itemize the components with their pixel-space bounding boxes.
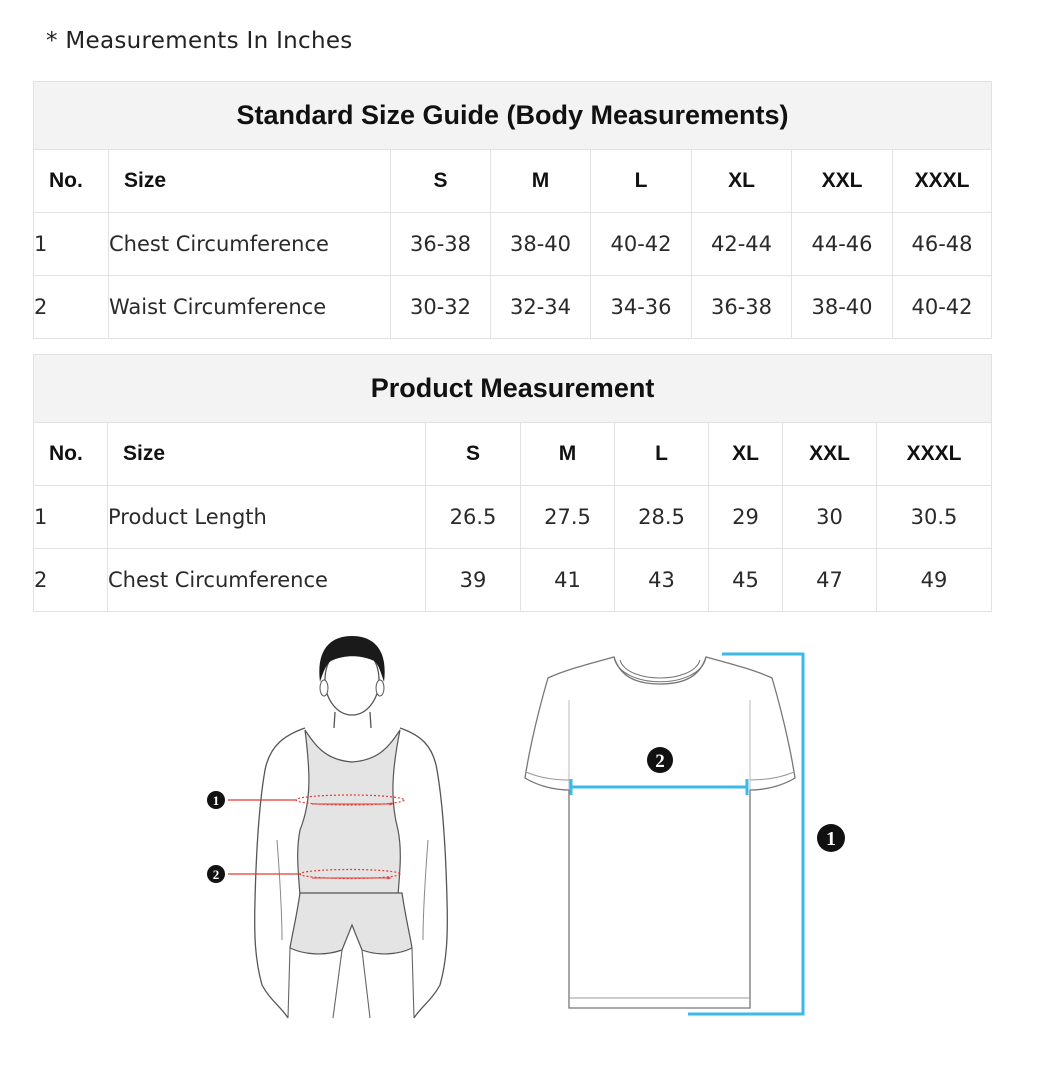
cell-l: 28.5 [615, 486, 709, 549]
header-l: L [615, 423, 709, 486]
cell-xxl: 38-40 [792, 276, 893, 339]
table-row [34, 213, 992, 276]
cell-xxxl: 40-42 [893, 276, 992, 339]
svg-text:1: 1 [826, 828, 836, 850]
product-measurement-table [33, 354, 992, 612]
header-xxl: XXL [792, 150, 893, 213]
cell-xxxl: 49 [877, 549, 992, 612]
cell-xl: 36-38 [692, 276, 792, 339]
row-label: Chest Circumference [109, 213, 391, 276]
chest-marker-icon [207, 791, 225, 809]
cell-xl: 29 [709, 486, 783, 549]
cell-l: 43 [615, 549, 709, 612]
svg-text:2: 2 [212, 867, 220, 882]
tshirt-illustration [525, 654, 845, 1014]
cell-xxl: 44-46 [792, 213, 893, 276]
row-label: Waist Circumference [109, 276, 391, 339]
product-guide-title: Product Measurement [34, 355, 992, 423]
body-figure-illustration [207, 636, 447, 1018]
row-number: 2 [34, 276, 109, 339]
header-xxxl: XXXL [877, 423, 992, 486]
measurement-illustrations [0, 625, 1047, 1045]
body-guide-title: Standard Size Guide (Body Measurements) [34, 82, 992, 150]
cell-l: 34-36 [591, 276, 692, 339]
cell-xl: 45 [709, 549, 783, 612]
cell-s: 39 [426, 549, 521, 612]
cell-m: 38-40 [491, 213, 591, 276]
cell-l: 40-42 [591, 213, 692, 276]
table-header-row [34, 423, 992, 486]
cell-m: 27.5 [521, 486, 615, 549]
header-s: S [391, 150, 491, 213]
row-label: Chest Circumference [108, 549, 426, 612]
cell-s: 30-32 [391, 276, 491, 339]
body-size-guide-table [33, 81, 992, 339]
header-xxl: XXL [783, 423, 877, 486]
row-label: Product Length [108, 486, 426, 549]
header-xl: XL [692, 150, 792, 213]
header-xxxl: XXXL [893, 150, 992, 213]
header-no: No. [34, 423, 108, 486]
header-s: S [426, 423, 521, 486]
header-size: Size [108, 423, 426, 486]
cell-s: 26.5 [426, 486, 521, 549]
shirt-chest-marker-icon [647, 747, 673, 773]
measurement-unit-note: * Measurements In Inches [46, 28, 353, 54]
cell-xxxl: 30.5 [877, 486, 992, 549]
cell-m: 41 [521, 549, 615, 612]
cell-xxxl: 46-48 [893, 213, 992, 276]
header-m: M [521, 423, 615, 486]
shirt-length-marker-icon [817, 824, 845, 852]
table-row [34, 276, 992, 339]
header-size: Size [109, 150, 391, 213]
row-number: 1 [34, 486, 108, 549]
header-no: No. [34, 150, 109, 213]
table-header-row [34, 150, 992, 213]
cell-xl: 42-44 [692, 213, 792, 276]
cell-xxl: 30 [783, 486, 877, 549]
row-number: 2 [34, 549, 108, 612]
row-number: 1 [34, 213, 109, 276]
svg-text:2: 2 [655, 751, 665, 772]
header-l: L [591, 150, 692, 213]
cell-m: 32-34 [491, 276, 591, 339]
svg-text:1: 1 [212, 793, 220, 808]
header-m: M [491, 150, 591, 213]
header-xl: XL [709, 423, 783, 486]
cell-s: 36-38 [391, 213, 491, 276]
cell-xxl: 47 [783, 549, 877, 612]
waist-marker-icon [207, 865, 225, 883]
table-row [34, 549, 992, 612]
table-row [34, 486, 992, 549]
